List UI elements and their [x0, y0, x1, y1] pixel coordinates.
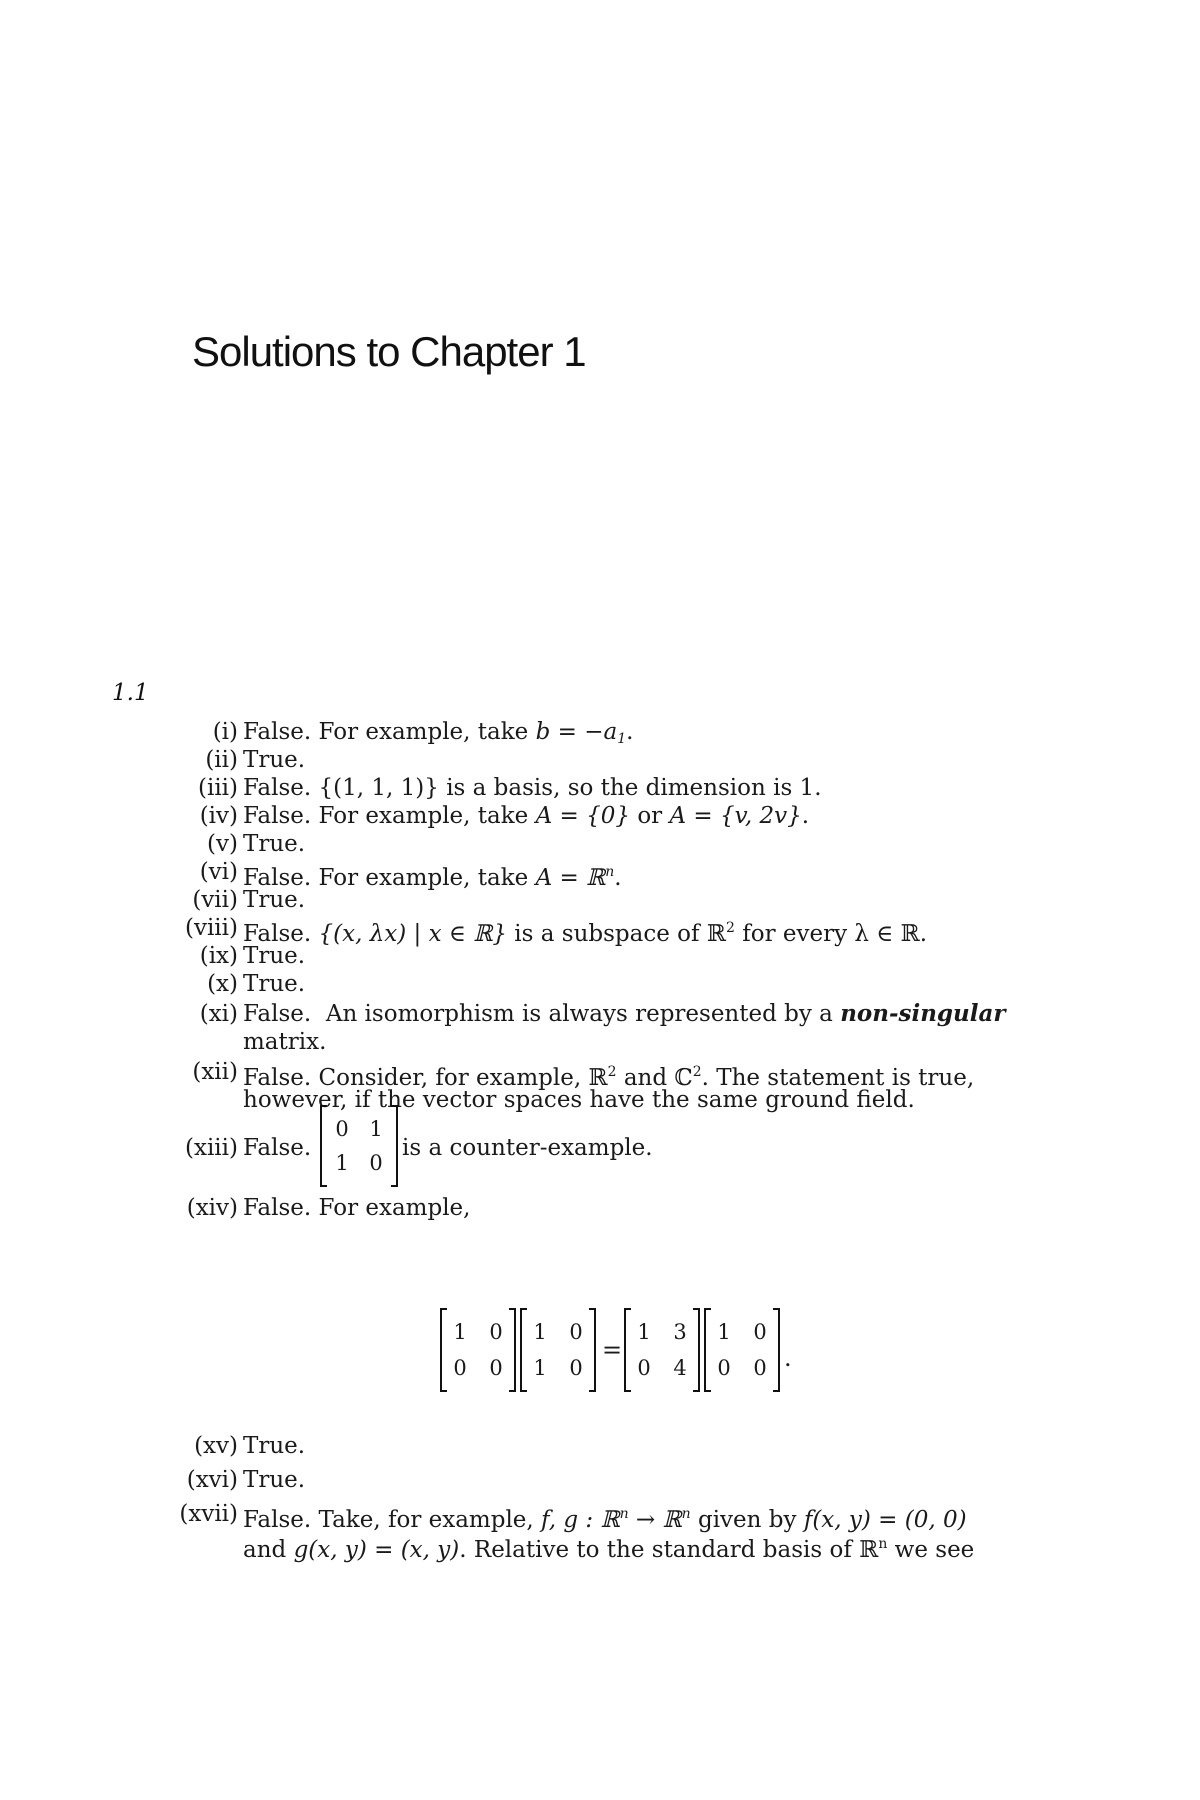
matrix-cell: 0	[369, 1151, 383, 1175]
math-expression: f(x, y) = (0, 0)	[803, 1507, 967, 1533]
period: .	[784, 1344, 792, 1372]
verdict: False.	[243, 775, 312, 801]
connector-text: and	[623, 1065, 668, 1091]
math-expression: $b = -a_1$	[535, 719, 627, 747]
item-text	[243, 970, 305, 998]
matrix-4	[704, 1308, 780, 1392]
item-body: For example,	[318, 1195, 471, 1221]
math-expression: {(1, 1, 1)}	[318, 775, 439, 801]
item-label: (v)	[207, 831, 238, 857]
verdict: False.	[243, 803, 312, 829]
matrix-cell: 0	[489, 1320, 503, 1344]
matrix-cell: 1	[637, 1320, 651, 1344]
section-number: 1.1	[112, 680, 149, 706]
right-bracket	[773, 1308, 780, 1392]
verdict: False.	[243, 921, 312, 947]
left-bracket	[704, 1308, 711, 1392]
verdict: False.	[243, 1065, 312, 1091]
item-text: False. For example, take $b = -a_1$.	[243, 719, 634, 747]
right-bracket	[589, 1308, 596, 1392]
matrix-cell: 1	[369, 1117, 383, 1141]
left-bracket	[624, 1308, 631, 1392]
item-text	[243, 1000, 1006, 1028]
verdict: False.	[243, 865, 312, 891]
matrix-cell: 4	[673, 1356, 687, 1380]
item-label: (i)	[212, 719, 238, 745]
left-bracket	[320, 1105, 327, 1187]
item-text	[243, 1194, 470, 1222]
math-expression: ℝ$^2$	[588, 1064, 617, 1091]
item-text	[243, 914, 927, 948]
item-body-continued: however, if the vector spaces have the same ground field.	[243, 1087, 915, 1113]
item-text	[243, 1134, 311, 1162]
item-body: Take, for example,	[318, 1507, 534, 1533]
item-body: is a subspace of	[514, 921, 700, 947]
item-label: (xv)	[194, 1433, 238, 1459]
verdict: False.	[243, 1195, 312, 1221]
item-label: (xii)	[192, 1059, 238, 1085]
connector-text: given by	[697, 1507, 797, 1533]
item-label: (xiii)	[185, 1135, 238, 1161]
verdict: True.	[243, 1433, 306, 1459]
verdict: False.	[243, 719, 312, 745]
matrix-2	[520, 1308, 596, 1392]
item-body: Consider, for example,	[318, 1065, 582, 1091]
matrix-cell: 1	[533, 1356, 547, 1380]
math-expression: g(x, y) = (x, y)	[293, 1537, 460, 1563]
verdict: True.	[243, 971, 306, 997]
matrix-cell: 0	[569, 1356, 583, 1380]
verdict: False.	[243, 1507, 312, 1533]
item-body-continued: matrix.	[243, 1029, 327, 1055]
matrix-cell: 1	[453, 1320, 467, 1344]
math-expression: f, g : ℝ$^n$ → ℝ$^n$	[541, 1506, 691, 1533]
left-bracket	[520, 1308, 527, 1392]
math-expression: ℝ$^2$	[706, 920, 735, 947]
item-label: (ix)	[199, 943, 238, 969]
matrix-cell: 0	[489, 1356, 503, 1380]
item-text	[243, 1500, 967, 1534]
item-label: (viii)	[184, 915, 238, 941]
matrix-1	[440, 1308, 516, 1392]
item-label: (xvii)	[179, 1501, 238, 1527]
matrix-3	[624, 1308, 700, 1392]
item-text: False. For example, take A = ℝ$^n$.	[243, 864, 622, 891]
item-body: is a basis, so the dimension is 1.	[446, 775, 822, 801]
math-expression: {(x, λx) | x ∈ ℝ}	[318, 921, 507, 947]
verdict: True.	[243, 831, 306, 857]
verdict: False.	[243, 1135, 312, 1161]
connector-text: and	[243, 1537, 287, 1563]
equals-sign: =	[602, 1336, 623, 1364]
verdict: True.	[243, 747, 306, 773]
matrix-cell: 0	[753, 1356, 767, 1380]
item-text	[243, 1432, 305, 1460]
item-text	[243, 942, 305, 970]
math-expression: ℝ$^n$	[859, 1536, 888, 1563]
connector-text: or	[637, 803, 663, 829]
item-text	[243, 830, 305, 858]
item-body-continued	[243, 1530, 974, 1564]
math-expression: A = ℝ$^n$	[535, 864, 615, 891]
item-text	[243, 1466, 305, 1494]
item-body: An isomorphism is always represented by a	[325, 1001, 833, 1027]
matrix-cell: 0	[569, 1320, 583, 1344]
item-label: (vii)	[192, 887, 238, 913]
verdict: True.	[243, 1467, 306, 1493]
item-label: (xvi)	[186, 1467, 238, 1493]
matrix-cell: 0	[335, 1117, 349, 1141]
item-body-tail: for every λ ∈ ℝ.	[742, 921, 928, 947]
item-body: For example, take	[318, 719, 529, 745]
item-text: False. For example, take A = {0} or A = {v, 2v}.	[243, 803, 810, 829]
verdict: True.	[243, 943, 306, 969]
item-label: (vi)	[199, 859, 238, 885]
right-bracket	[693, 1308, 700, 1392]
item-label: (ii)	[205, 747, 238, 773]
item-body: For example, take	[318, 865, 529, 891]
matrix-equation	[440, 1308, 820, 1392]
matrix-cell: 0	[637, 1356, 651, 1380]
item-label: (xiv)	[186, 1195, 238, 1221]
verdict: True.	[243, 887, 306, 913]
item-text	[243, 746, 305, 774]
item-text	[243, 774, 822, 802]
matrix-xiii	[320, 1105, 398, 1187]
math-expression: A = {0}	[535, 803, 631, 829]
matrix-cell: 1	[717, 1320, 731, 1344]
item-label: (iii)	[197, 775, 238, 801]
item-body-tail: we see	[894, 1537, 975, 1563]
item-body: is a counter-example.	[402, 1135, 653, 1161]
item-label: (x)	[207, 971, 238, 997]
item-label: (xi)	[199, 1001, 238, 1027]
chapter-title: Solutions to Chapter 1	[192, 328, 586, 375]
item-body: . Relative to the standard basis of	[459, 1537, 852, 1563]
right-bracket	[509, 1308, 516, 1392]
matrix-cell: 1	[533, 1320, 547, 1344]
item-label: (iv)	[199, 803, 238, 829]
left-bracket	[440, 1308, 447, 1392]
item-body-tail: . The statement is true,	[701, 1065, 975, 1091]
item-text	[243, 886, 305, 914]
verdict: False.	[243, 1001, 312, 1027]
emphasis-text: non-singular	[840, 1000, 1006, 1027]
right-bracket	[391, 1105, 398, 1187]
math-expression: A = {v, 2v}	[669, 803, 802, 829]
matrix-cell: 1	[335, 1151, 349, 1175]
math-expression: ℂ$^2$	[674, 1064, 702, 1091]
item-body: For example, take	[318, 803, 529, 829]
matrix-cell: 0	[717, 1356, 731, 1380]
matrix-cell: 0	[753, 1320, 767, 1344]
matrix-cell: 3	[673, 1320, 687, 1344]
matrix-cell: 0	[453, 1356, 467, 1380]
